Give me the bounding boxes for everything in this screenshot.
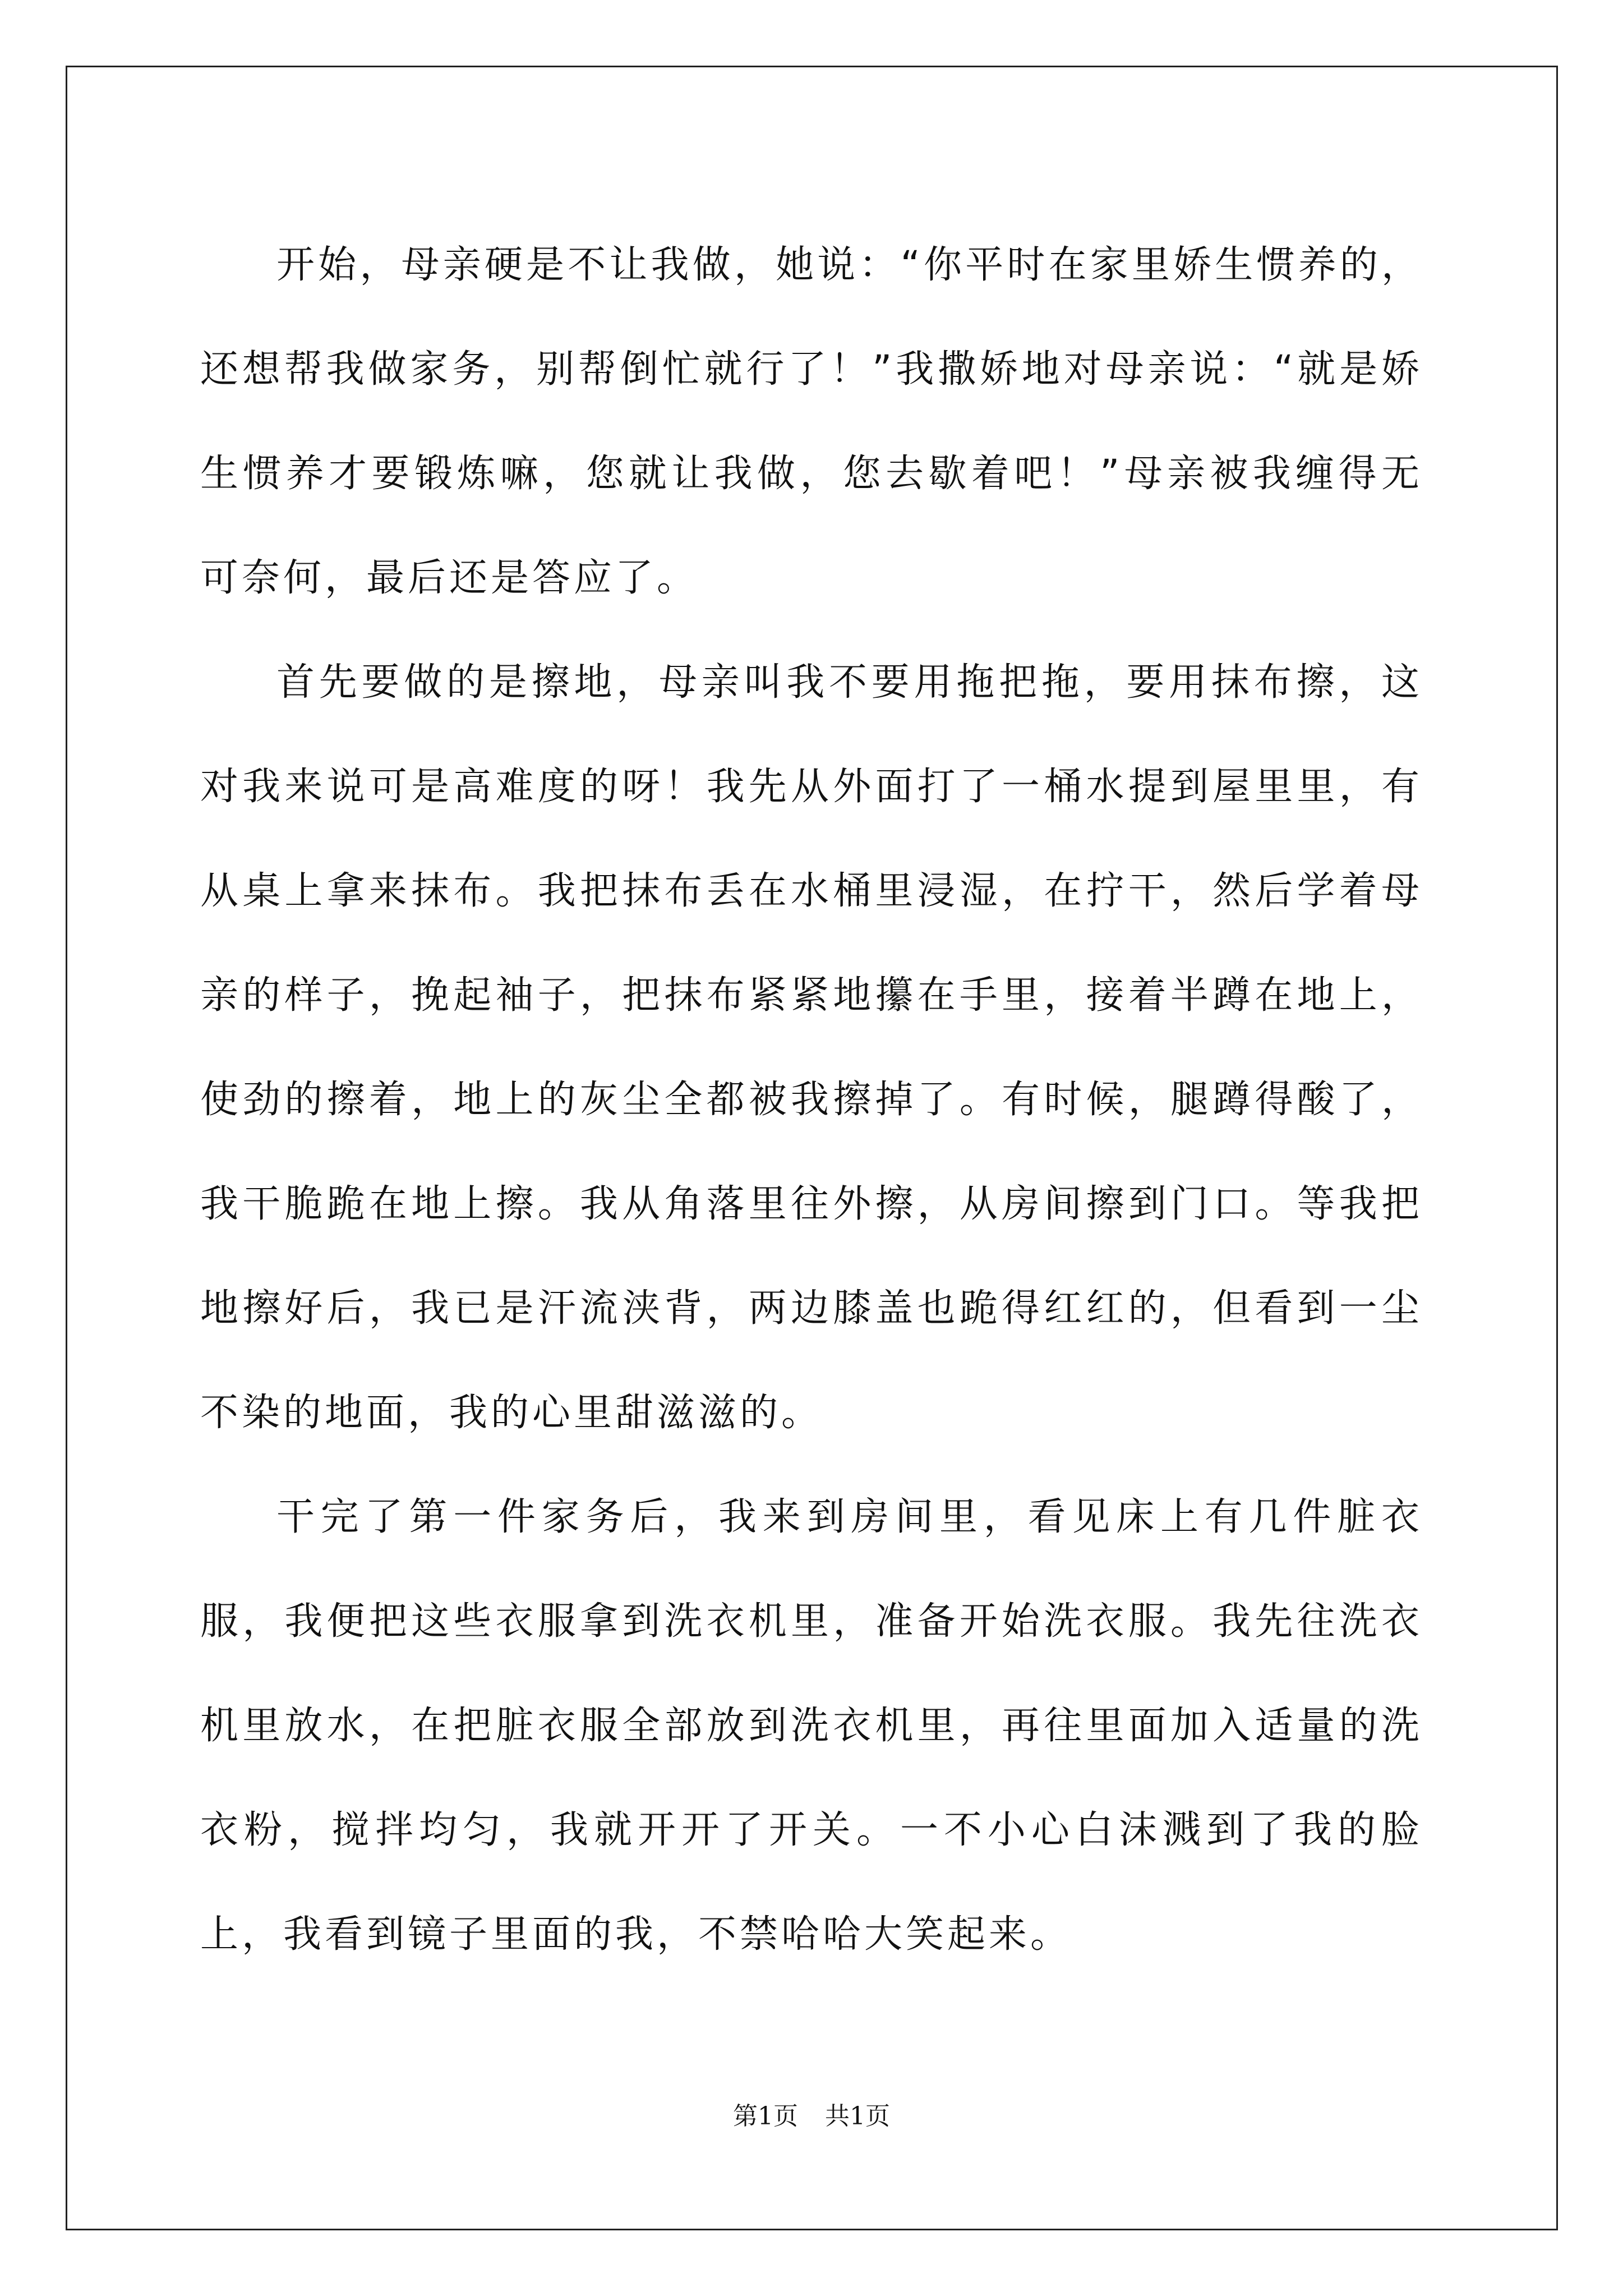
paragraph-1: 开始，母亲硬是不让我做，她说：“你平时在家里娇生惯养的，还想帮我做家务，别帮倒忙就行了！”我撒娇地对母亲说：“就是娇生惯养才要锻炼嘛，您就让我做，您去歇着吧！”母亲被我缠得无可奈何，最后还是答应了。	[200, 243, 1423, 600]
paragraph-2: 首先要做的是擦地，母亲叫我不要用拖把拖，要用抹布擦，这对我来说可是高难度的呀！我先从外面打了一桶水提到屋里里，有从桌上拿来抹布。我把抹布丢在水桶里浸湿，在拧干，然后学着母亲的样子，挽起袖子，把抹布紧紧地攥在手里，接着半蹲在地上，使劲的擦着，地上的灰尘全都被我擦掉了。有时候，腿蹲得酸了，我干脆跪在地上擦。我从角落里往外擦，从房间擦到门口。等我把地擦好后，我已是汗流浃背，两边膝盖也跪得红红的，但看到一尘不染的地面，我的心里甜滋滋的。	[200, 660, 1423, 1435]
page-total: 共1页	[825, 2102, 890, 2131]
page-footer	[0, 2096, 1623, 2132]
page-number: 第1页	[733, 2102, 798, 2131]
document-body	[200, 213, 1423, 1987]
paragraph-3: 干完了第一件家务后，我来到房间里，看见床上有几件脏衣服，我便把这些衣服拿到洗衣机里，准备开始洗衣服。我先往洗衣机里放水，在把脏衣服全部放到洗衣机里，再往里面加入适量的洗衣粉，搅拌均匀，我就开开了开关。一不小心白沫溅到了我的脸上，我看到镜子里面的我，不禁哈哈大笑起来。	[200, 1495, 1423, 1957]
